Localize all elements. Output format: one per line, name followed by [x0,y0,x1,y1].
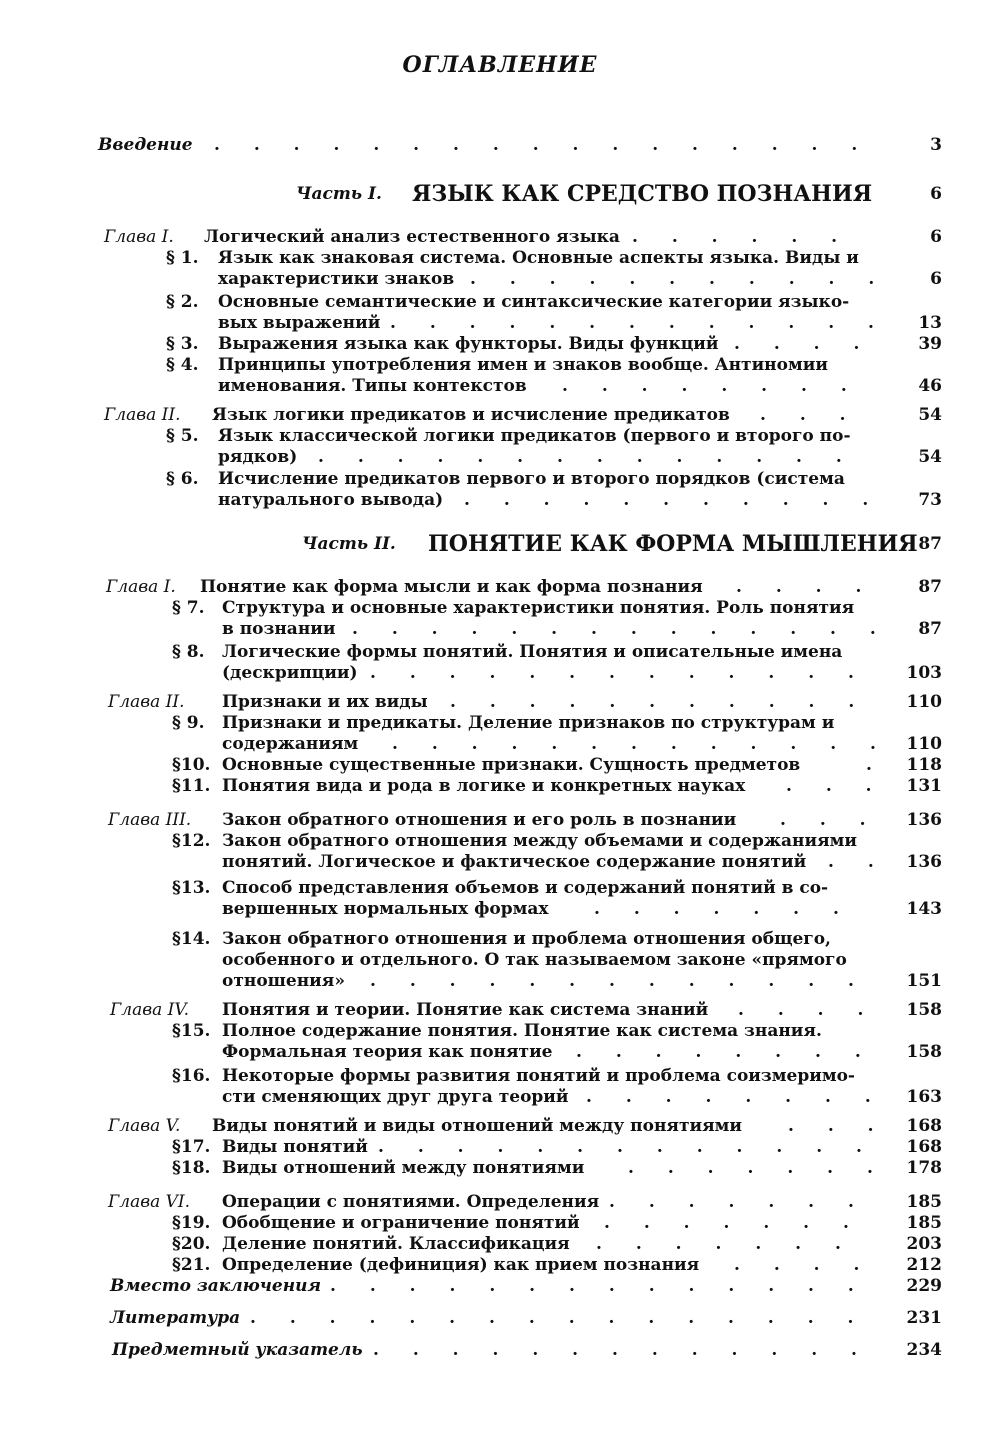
toc-section[interactable] [0,1065,1000,1087]
toc-section[interactable] [0,712,1000,734]
section-title-line: натурального вывода) [218,490,444,510]
toc-entry-literature[interactable] [0,1307,1000,1329]
toc-section[interactable] [0,928,1000,950]
toc-section-cont[interactable] [0,949,1000,971]
section-title-line: характеристики знаков [218,269,455,289]
chapter-title: Признаки и их виды [222,692,428,712]
section-number: § 7. [172,598,205,618]
section-number: § 9. [172,713,205,733]
toc-chapter[interactable] [0,999,1000,1021]
leader-dots: . . . . . . . [594,899,853,919]
leader-dots: . . . . . . . . . . . [464,490,883,510]
part-label: Часть I. [296,184,382,204]
section-title-line: Структура и основные характеристики понятия. Роль понятия [222,598,855,618]
page-number: 136 [906,810,942,830]
toc-chapter[interactable] [0,1191,1000,1213]
intro-label: Введение [98,135,193,155]
page-number: 87 [918,577,942,597]
toc-section-cont[interactable] [0,733,1000,755]
page-number: 118 [906,755,942,775]
toc-section[interactable] [0,291,1000,313]
toc-section[interactable] [0,468,1000,490]
section-title-line: Виды понятий [222,1137,368,1157]
toc-section[interactable] [0,754,1000,776]
toc-chapter[interactable] [0,691,1000,713]
chapter-title: Понятие как форма мысли и как форма познания [200,577,703,597]
page-number: 39 [918,334,942,354]
leader-dots: . . . . . . . . . . . [470,269,889,289]
section-number: § 2. [166,292,199,312]
part-label: Часть II. [302,534,396,554]
toc-section-cont[interactable] [0,268,1000,290]
page-number: 203 [906,1234,942,1254]
page-number: 87 [918,619,942,639]
toc-entry-index[interactable] [0,1339,1000,1361]
page-number: 54 [918,447,942,467]
page-number: 13 [918,313,942,333]
page-number: 231 [906,1308,942,1328]
leader-dots: . . [828,852,888,872]
toc-section[interactable] [0,1212,1000,1234]
toc-section-cont[interactable] [0,489,1000,511]
toc-section[interactable] [0,333,1000,355]
toc-section-cont[interactable] [0,375,1000,397]
section-number: § 6. [166,469,199,489]
part-title: ЯЗЫК КАК СРЕДСТВО ПОЗНАНИЯ [412,181,873,207]
page-number: 234 [906,1340,942,1360]
toc-section[interactable] [0,1254,1000,1276]
toc-section-cont[interactable] [0,1086,1000,1108]
leader-dots: . . . . . . . . . . . . . . . . . [214,135,872,155]
leader-dots: . . . . [734,1255,874,1275]
section-title-line: Логические формы понятий. Понятия и описательные имена [222,642,843,662]
page-number: 6 [930,269,942,289]
leader-dots: . . . . . . . [596,1234,855,1254]
section-title-line: Закон обратного отношения между объемами и содержаниями [222,831,858,851]
section-title-line: Признаки и предикаты. Деление признаков по структурам и [222,713,835,733]
section-title-line: Деление понятий. Классификация [222,1234,570,1254]
chapter-label: Глава VI. [108,1192,191,1212]
section-number: §13. [172,878,211,898]
leader-dots: . . . . . . . . [562,376,861,396]
section-title-line: Некоторые формы развития понятий и проблема соизмеримо- [222,1066,855,1086]
toc-section[interactable] [0,877,1000,899]
section-title-line: Определение (дефиниция) как прием познания [222,1255,700,1275]
chapter-label: Глава I. [106,577,176,597]
toc-section[interactable] [0,830,1000,852]
section-number: §17. [172,1137,211,1157]
leader-dots: . . . . . . . . . . . . . [370,663,868,683]
part-heading [0,530,1000,558]
toc-section[interactable] [0,775,1000,797]
section-number: §14. [172,929,211,949]
leader-dots: . . . [786,776,886,796]
leader-dots: . . . . . . . . . . . . . [378,1137,876,1157]
chapter-title: Логический анализ естественного языка [204,227,620,247]
section-number: § 8. [172,642,205,662]
section-title-line: Формальная теория как понятие [222,1042,553,1062]
section-title-line: Язык как знаковая система. Основные аспекты языка. Виды и [218,248,859,268]
section-title-line: сти сменяющих друг друга теорий [222,1087,569,1107]
page-number: 73 [918,490,942,510]
section-number: §11. [172,776,211,796]
page-number: 103 [906,663,942,683]
section-number: §12. [172,831,211,851]
toc-section[interactable] [0,425,1000,447]
section-title-line: Закон обратного отношения и проблема отношения общего, [222,929,831,949]
section-number: §20. [172,1234,211,1254]
page-number: 3 [930,135,942,155]
page-number: 6 [930,227,942,247]
page-number: 158 [906,1000,942,1020]
part-heading [0,180,1000,208]
leader-dots: . . . . . . . . . . . . . [392,734,890,754]
leader-dots: . . . . . . . . . . . [450,692,869,712]
index-label: Предметный указатель [112,1340,363,1360]
toc-chapter[interactable] [0,404,1000,426]
leader-dots: . . . . . . . . . . . . . [390,313,888,333]
page-number: 136 [906,852,942,872]
leader-dots: . . . [760,405,860,425]
toc-chapter[interactable] [0,809,1000,831]
leader-dots: . . . . . . . . . . . . . [370,971,868,991]
chapter-title: Закон обратного отношения и его роль в познании [222,810,737,830]
section-title-line: Полное содержание понятия. Понятие как система знания. [222,1021,822,1041]
toc-section-cont[interactable] [0,851,1000,873]
page-number: 185 [906,1192,942,1212]
section-title-line: Способ представления объемов и содержаний понятий в со- [222,878,829,898]
page-number: 178 [906,1158,942,1178]
leader-dots: . . . . [738,1000,878,1020]
section-title-line: особенного и отдельного. О так называемом законе «прямого [222,950,847,970]
page-number: 168 [906,1137,942,1157]
toc-section[interactable] [0,1233,1000,1255]
section-number: §21. [172,1255,211,1275]
section-title-line: в познании [222,619,336,639]
section-number: §18. [172,1158,211,1178]
page-number: 110 [906,692,942,712]
toc-section-cont[interactable] [0,446,1000,468]
toc-chapter[interactable] [0,1115,1000,1137]
leader-dots: . . . . . . [632,227,852,247]
section-title-line: содержаниям [222,734,359,754]
toc-section[interactable] [0,641,1000,663]
toc-chapter[interactable] [0,576,1000,598]
section-number: §16. [172,1066,211,1086]
leader-dots: . . . . . . . . . . . . . . [352,619,890,639]
leader-dots: . . . . [734,334,874,354]
section-title-line: (дескрипции) [222,663,358,683]
toc-section[interactable] [0,597,1000,619]
leader-dots: . . . [788,1116,888,1136]
toc-section-cont[interactable] [0,662,1000,684]
toc-entry-intro[interactable] [0,134,1000,156]
page-number: 185 [906,1213,942,1233]
chapter-title: Операции с понятиями. Определения [222,1192,600,1212]
toc-section[interactable] [0,1157,1000,1179]
section-title-line: Выражения языка как функторы. Виды функций [218,334,719,354]
page-number: 87 [918,534,942,554]
leader-dots: . . . . . . . [604,1213,863,1233]
page-number: 151 [906,971,942,991]
literature-label: Литература [110,1308,241,1328]
chapter-label: Глава IV. [110,1000,190,1020]
page-number: 168 [906,1116,942,1136]
toc-section[interactable] [0,354,1000,376]
toc-section-cont[interactable] [0,970,1000,992]
page-number: 229 [906,1276,942,1296]
page-number: 54 [918,405,942,425]
page-number: 143 [906,899,942,919]
chapter-label: Глава I. [104,227,174,247]
section-title-line: Принципы употребления имен и знаков вообще. Антиномии [218,355,828,375]
section-title-line: понятий. Логическое и фактическое содержание понятий [222,852,807,872]
conclusion-label: Вместо заключения [110,1276,322,1296]
section-title-line: вершенных нормальных формах [222,899,549,919]
section-title-line: именования. Типы контекстов [218,376,527,396]
section-number: § 1. [166,248,199,268]
section-number: §15. [172,1021,211,1041]
toc-section[interactable] [0,1020,1000,1042]
toc-section-cont[interactable] [0,1041,1000,1063]
leader-dots: . . . . . . . . . . . . . . . . [250,1308,868,1328]
toc-section[interactable] [0,247,1000,269]
part-title: ПОНЯТИЕ КАК ФОРМА МЫШЛЕНИЯ [428,531,918,557]
section-title-line: отношения» [222,971,345,991]
section-number: §19. [172,1213,211,1233]
leader-dots: . . . . [736,577,876,597]
section-title-line: вых выражений [218,313,381,333]
section-title-line: Виды отношений между понятиями [222,1158,585,1178]
section-number: § 3. [166,334,199,354]
chapter-title: Понятия и теории. Понятие как система знаний [222,1000,709,1020]
section-number: § 4. [166,355,199,375]
leader-dots: . . . . . . . . . . . . . . [318,447,856,467]
toc-section[interactable] [0,1136,1000,1158]
section-title-line: рядков) [218,447,298,467]
leader-dots: . . . . . . . [609,1192,868,1212]
leader-dots: . [866,755,886,775]
page-number: 46 [918,376,942,396]
toc-section-cont[interactable] [0,898,1000,920]
page-number: 6 [930,184,942,204]
toc-section-cont[interactable] [0,618,1000,640]
section-title-line: Основные существенные признаки. Сущность предметов [222,755,801,775]
section-title-line: Исчисление предикатов первого и второго порядков (система [218,469,845,489]
chapter-title: Язык логики предикатов и исчисление предикатов [212,405,730,425]
page-number: 158 [906,1042,942,1062]
section-title-line: Понятия вида и рода в логике и конкретных науках [222,776,746,796]
leader-dots: . . . . . . . . [586,1087,885,1107]
leader-dots: . . . . . . . . [576,1042,875,1062]
chapter-title: Виды понятий и виды отношений между понятиями [212,1116,743,1136]
chapter-label: Глава V. [108,1116,181,1136]
toc-chapter[interactable] [0,226,1000,248]
page-number: 131 [906,776,942,796]
leader-dots: . . . . . . . [628,1158,887,1178]
section-title-line: Обобщение и ограничение понятий [222,1213,580,1233]
leader-dots: . . . . . . . . . . . . . . [330,1276,868,1296]
page-number: 163 [906,1087,942,1107]
leader-dots: . . . . . . . . . . . . . [373,1340,871,1360]
toc-entry-conclusion[interactable] [0,1275,1000,1297]
section-title-line: Язык классической логики предикатов (первого и второго по- [218,426,851,446]
section-number: §10. [172,755,211,775]
page-title: ОГЛАВЛЕНИЕ [402,52,598,78]
section-title-line: Основные семантические и синтаксические категории языко- [218,292,850,312]
page-number: 212 [906,1255,942,1275]
page-number: 110 [906,734,942,754]
chapter-label: Глава III. [108,810,192,830]
chapter-label: Глава II. [108,692,185,712]
chapter-label: Глава II. [104,405,181,425]
leader-dots: . . . [780,810,880,830]
toc-section-cont[interactable] [0,312,1000,334]
section-number: § 5. [166,426,199,446]
